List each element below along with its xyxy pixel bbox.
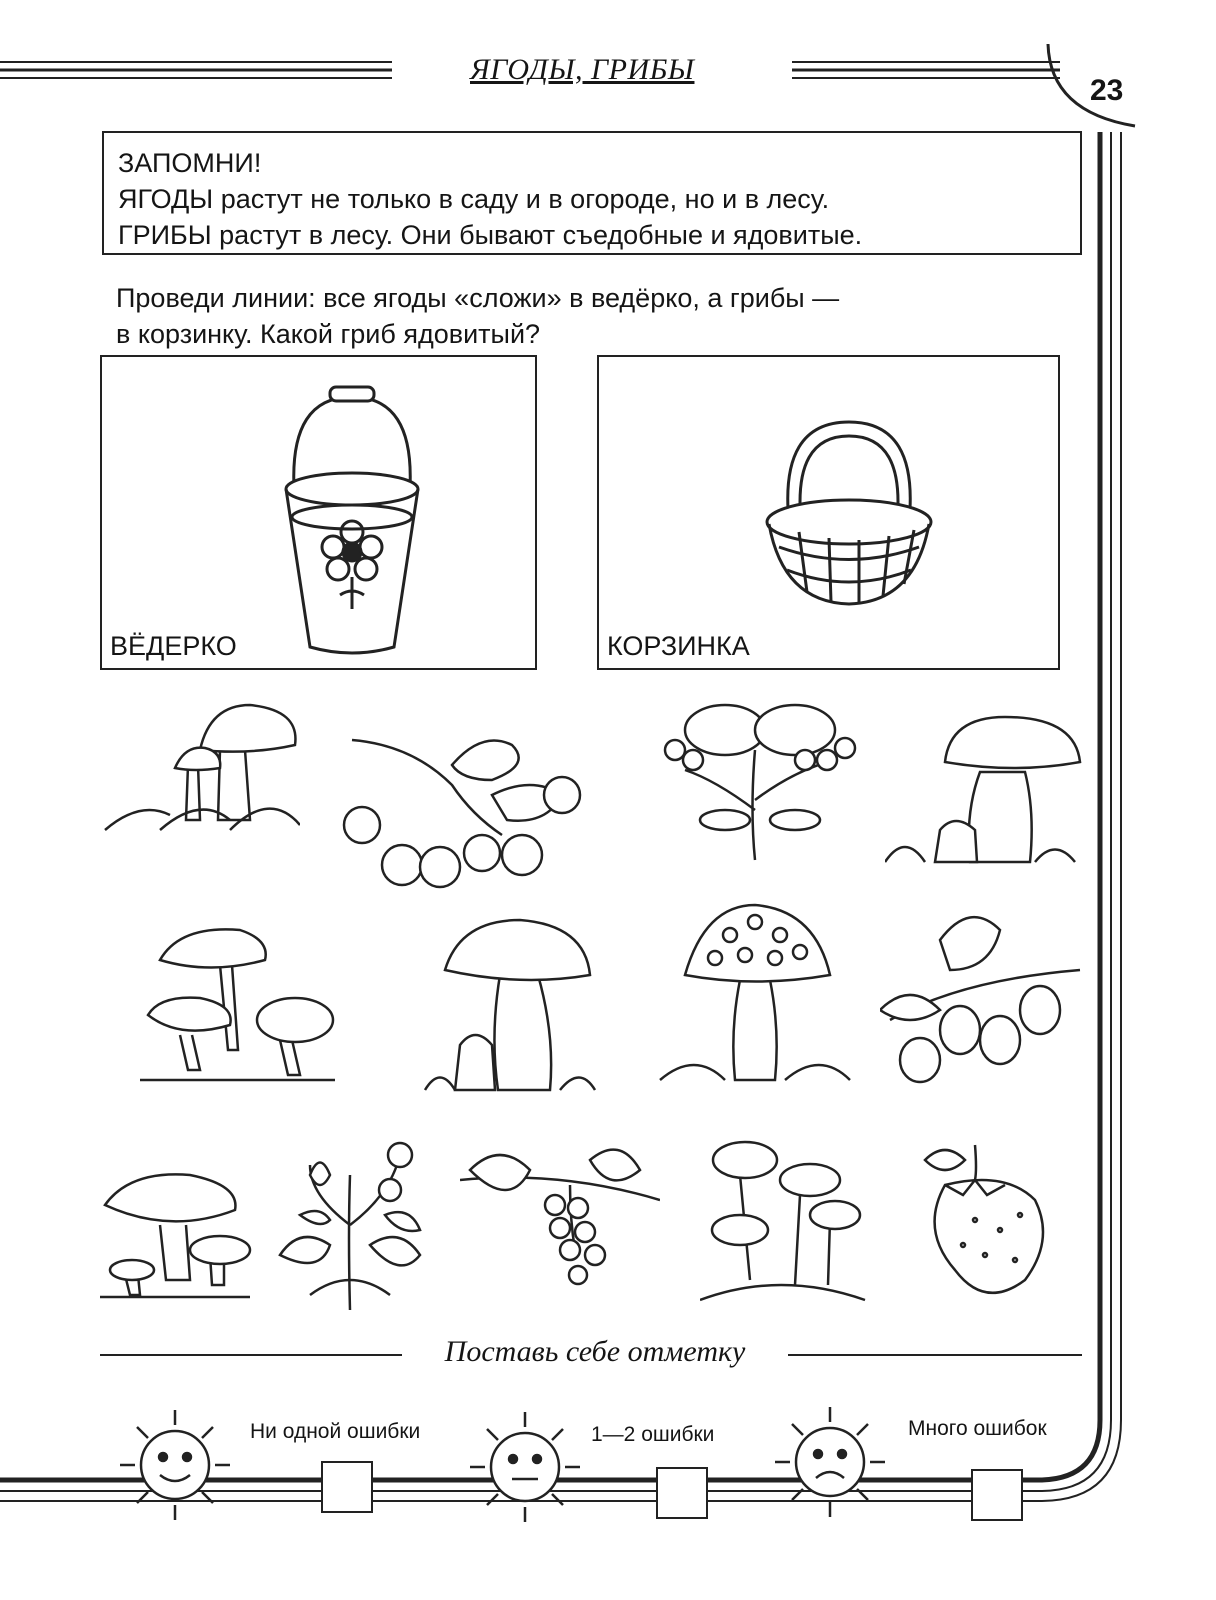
russula-group-icon bbox=[140, 920, 340, 1090]
bucket-target-box[interactable] bbox=[100, 355, 537, 670]
option-label-few-errors: 1—2 ошибки bbox=[591, 1423, 715, 1446]
instruction-line: в корзинку. Какой гриб ядовитый? bbox=[116, 319, 541, 349]
checkbox-few-errors[interactable] bbox=[656, 1467, 708, 1519]
memo-line-mushrooms: ГРИБЫ растут в лесу. Они бывают съедобные и ядовитые. bbox=[118, 220, 863, 250]
mushroom-cluster-icon bbox=[100, 690, 300, 850]
option-label-many-errors: Много ошибок bbox=[908, 1417, 1047, 1440]
basket-label: КОРЗИНКА bbox=[607, 631, 750, 661]
neutral-sun-icon bbox=[455, 1397, 595, 1537]
porcini-mushroom-icon bbox=[885, 712, 1085, 872]
toadstool-cluster-icon bbox=[700, 1130, 870, 1310]
gooseberry-branch-icon bbox=[880, 900, 1090, 1090]
option-label-no-errors: Ни одной ошибки bbox=[250, 1420, 421, 1443]
raspberry-branch-icon bbox=[332, 725, 592, 895]
assessment-title: Поставь себе отметку bbox=[444, 1335, 746, 1368]
strawberry-icon bbox=[905, 1140, 1055, 1300]
lingonberry-bush-icon bbox=[655, 690, 865, 870]
memo-line-berries: ЯГОДЫ растут не только в саду и в огороде, но и в лесу. bbox=[118, 184, 830, 214]
page-number: 23 bbox=[1090, 74, 1124, 107]
bucket-label: ВЁДЕРКО bbox=[110, 631, 237, 661]
task-instruction bbox=[116, 280, 839, 352]
bucket-icon bbox=[272, 377, 432, 667]
sad-sun-icon bbox=[760, 1392, 900, 1532]
happy-sun-icon bbox=[105, 1395, 245, 1535]
instruction-line: Проведи линии: все ягоды «сложи» в ведёрко, а грибы — bbox=[116, 283, 840, 313]
fly-agaric-icon bbox=[655, 900, 855, 1100]
memo-box bbox=[102, 131, 1082, 255]
page-title: ЯГОДЫ, ГРИБЫ bbox=[470, 53, 695, 86]
milk-cap-mushroom-icon bbox=[100, 1165, 260, 1305]
basket-icon bbox=[759, 412, 939, 612]
checkbox-no-errors[interactable] bbox=[321, 1461, 373, 1513]
wild-strawberry-plant-icon bbox=[270, 1135, 430, 1310]
basket-target-box[interactable] bbox=[597, 355, 1060, 670]
currant-branch-icon bbox=[460, 1140, 660, 1310]
checkbox-many-errors[interactable] bbox=[971, 1469, 1023, 1521]
memo-heading: ЗАПОМНИ! bbox=[118, 148, 262, 178]
boletus-mushroom-icon bbox=[420, 915, 600, 1095]
